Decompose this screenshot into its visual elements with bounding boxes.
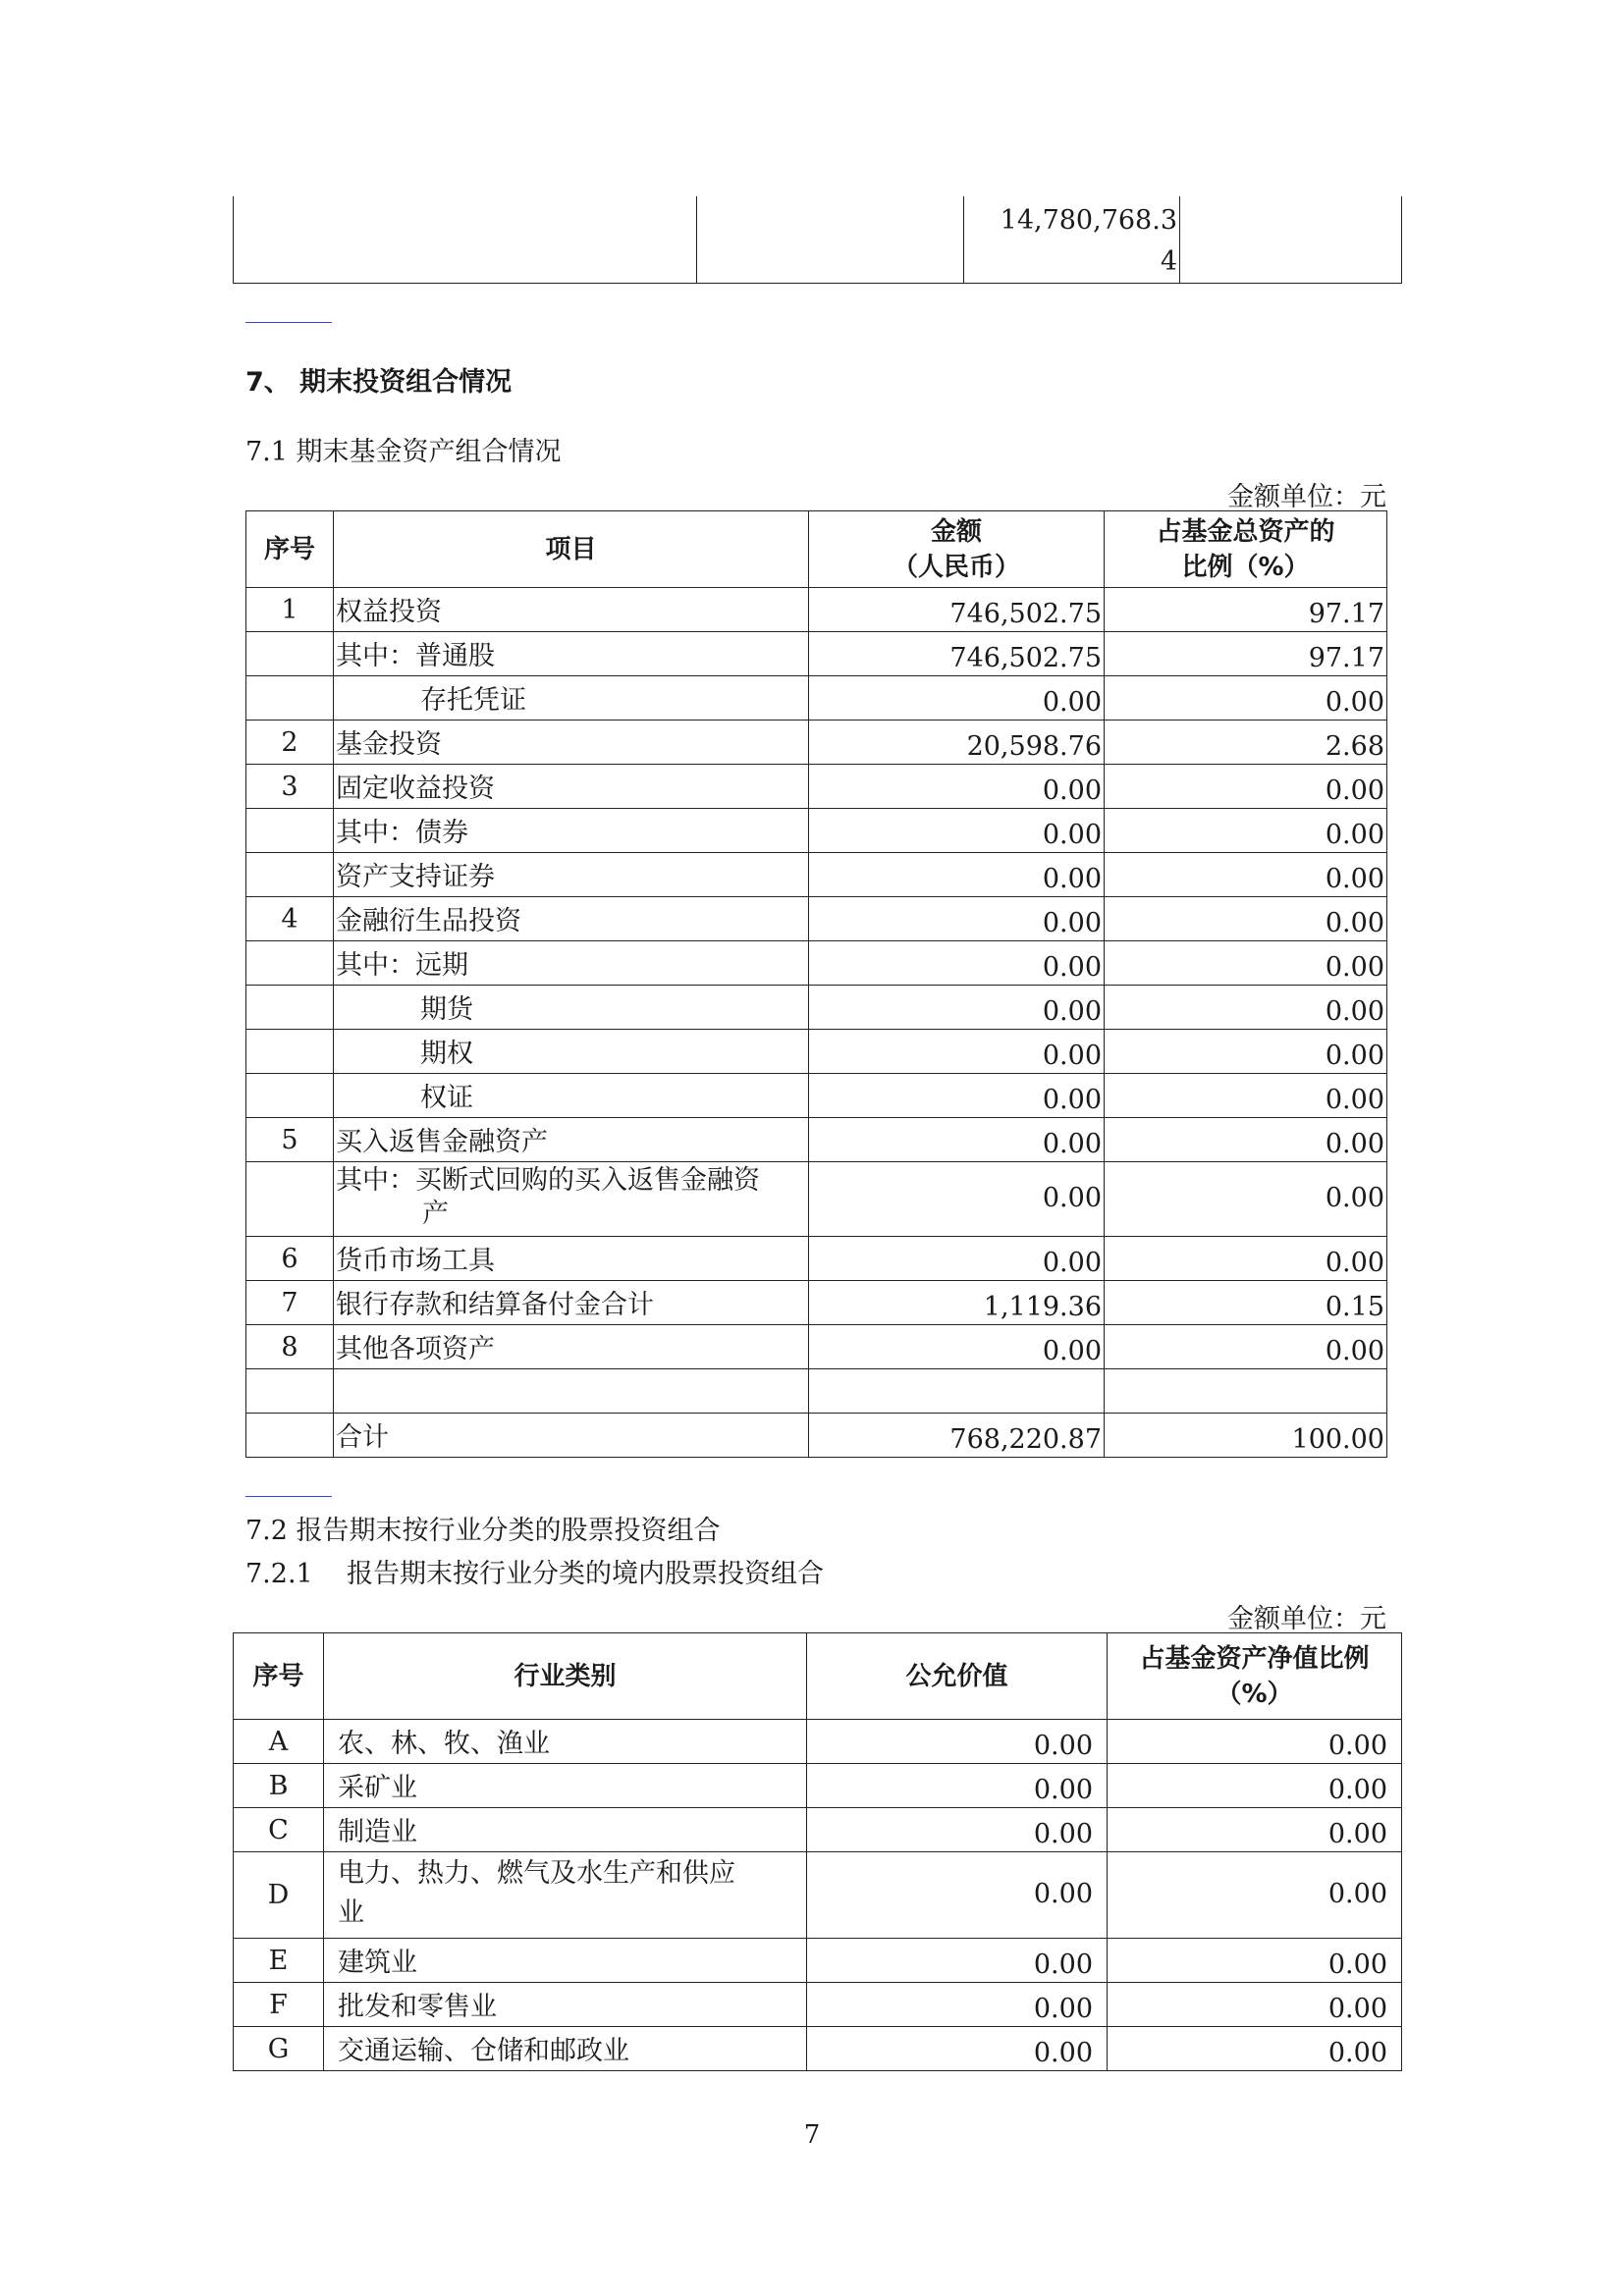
- row-amount: 746,502.75: [809, 632, 1105, 676]
- row-amount: 0.00: [809, 676, 1105, 721]
- row-item: 货币市场工具: [334, 1237, 809, 1281]
- row-ratio: 0.00: [1105, 986, 1387, 1030]
- row-item: 基金投资: [334, 721, 809, 765]
- row-value: 0.00: [807, 1808, 1108, 1852]
- row-ratio: 0.00: [1105, 1325, 1387, 1369]
- cont-value-line2: 4: [1160, 245, 1177, 277]
- row-item: 期权: [334, 1030, 809, 1074]
- header-ratio-line1: 占基金总资产的: [1156, 516, 1335, 547]
- row-amount: 768,220.87: [809, 1414, 1105, 1458]
- table-row: [246, 1325, 1387, 1369]
- section-divider: [245, 322, 332, 323]
- row-value: 0.00: [807, 1983, 1108, 2027]
- row-seq: 4: [246, 897, 334, 941]
- header-amount-line1: 金额: [930, 516, 982, 547]
- row-ratio: 2.68: [1105, 721, 1387, 765]
- table-row: [246, 809, 1387, 853]
- row-amount: 0.00: [809, 853, 1105, 897]
- row-category: 制造业: [324, 1808, 807, 1852]
- row-seq: [246, 1162, 334, 1237]
- row-seq: G: [234, 2027, 324, 2071]
- row-seq: [246, 676, 334, 721]
- row-ratio: 0.00: [1108, 2027, 1402, 2071]
- row-amount: [809, 1369, 1105, 1414]
- table-row: [246, 941, 1387, 986]
- table-row: [246, 897, 1387, 941]
- header-ratio: [1105, 511, 1387, 588]
- row-value: 0.00: [807, 1764, 1108, 1808]
- row-seq: [246, 632, 334, 676]
- table-row: [234, 1720, 1402, 1764]
- cont-value-line1: 14,780,768.3: [1000, 204, 1177, 236]
- row-value: 0.00: [807, 1720, 1108, 1764]
- row-seq: [246, 1074, 334, 1118]
- row-item: 资产支持证券: [334, 853, 809, 897]
- row-item: [334, 1369, 809, 1414]
- table-row: [234, 1939, 1402, 1983]
- row-category: 交通运输、仓储和邮政业: [324, 2027, 807, 2071]
- row-ratio: 0.00: [1105, 1162, 1387, 1237]
- header-seq: 序号: [234, 1633, 324, 1720]
- row-seq: C: [234, 1808, 324, 1852]
- header-fair-value: 公允价值: [807, 1633, 1108, 1720]
- table-row: [246, 676, 1387, 721]
- table-row: [246, 765, 1387, 809]
- row-amount: 0.00: [809, 1162, 1105, 1237]
- row-ratio: 0.00: [1105, 1074, 1387, 1118]
- table-row: [234, 2027, 1402, 2071]
- header-amount-line2: （人民币）: [892, 552, 1020, 582]
- row-seq: F: [234, 1983, 324, 2027]
- section-72-title: 7.2 报告期末按行业分类的股票投资组合: [245, 1516, 721, 1546]
- row-value: 0.00: [807, 2027, 1108, 2071]
- industry-stock-table: [233, 1632, 1402, 2071]
- row-item: 其中：远期: [334, 941, 809, 986]
- row-seq: 6: [246, 1237, 334, 1281]
- row-item: 权益投资: [334, 588, 809, 632]
- row-ratio: 0.00: [1108, 1764, 1402, 1808]
- row-ratio: 0.15: [1105, 1281, 1387, 1325]
- section-divider: [245, 1496, 332, 1497]
- row-ratio: 97.17: [1105, 632, 1387, 676]
- row-seq: [246, 853, 334, 897]
- row-item-line2: 产: [422, 1199, 449, 1229]
- row-ratio: 0.00: [1105, 941, 1387, 986]
- row-seq: 3: [246, 765, 334, 809]
- table-row: [246, 1118, 1387, 1162]
- row-item: 其中：债券: [334, 809, 809, 853]
- row-seq: 5: [246, 1118, 334, 1162]
- row-seq: D: [234, 1852, 324, 1939]
- row-amount: 0.00: [809, 941, 1105, 986]
- row-ratio: 0.00: [1108, 1852, 1402, 1939]
- section-71-title: 7.1 期末基金资产组合情况: [245, 437, 562, 467]
- cont-cell-2: [697, 196, 964, 283]
- row-amount: 0.00: [809, 1118, 1105, 1162]
- row-ratio: 0.00: [1105, 765, 1387, 809]
- row-ratio: 0.00: [1108, 1808, 1402, 1852]
- table-row: [246, 853, 1387, 897]
- row-ratio: 0.00: [1105, 676, 1387, 721]
- row-item-line1: 其中：买断式回购的买入返售金融资: [336, 1165, 760, 1196]
- table-row: [246, 1030, 1387, 1074]
- row-category-line1: 电力、热力、燃气及水生产和供应: [338, 1858, 735, 1889]
- row-item: 银行存款和结算备付金合计: [334, 1281, 809, 1325]
- section-721-unit: 金额单位：元: [1227, 1604, 1386, 1634]
- header-ratio-line2: 比例（%）: [1181, 552, 1310, 582]
- table-row: [234, 1764, 1402, 1808]
- row-item: 其他各项资产: [334, 1325, 809, 1369]
- row-item: [334, 1162, 809, 1237]
- page-number: 7: [803, 2120, 821, 2150]
- row-seq: [246, 809, 334, 853]
- cont-cell-value: [964, 196, 1180, 283]
- row-category: 建筑业: [324, 1939, 807, 1983]
- row-category: 批发和零售业: [324, 1983, 807, 2027]
- row-amount: 0.00: [809, 1030, 1105, 1074]
- row-ratio: 0.00: [1105, 853, 1387, 897]
- header-ratio: [1108, 1633, 1402, 1720]
- row-seq: E: [234, 1939, 324, 1983]
- table-row: [246, 1237, 1387, 1281]
- row-seq: B: [234, 1764, 324, 1808]
- header-item: 项目: [334, 511, 809, 588]
- row-seq: A: [234, 1720, 324, 1764]
- row-category: 采矿业: [324, 1764, 807, 1808]
- row-ratio: 0.00: [1105, 1118, 1387, 1162]
- row-amount: 0.00: [809, 1237, 1105, 1281]
- row-category-line2: 业: [338, 1897, 364, 1928]
- continuation-table: [233, 196, 1402, 284]
- header-amount: [809, 511, 1105, 588]
- table-row: [246, 986, 1387, 1030]
- section-71-unit: 金额单位：元: [1227, 482, 1386, 512]
- asset-portfolio-table: [245, 510, 1387, 1458]
- row-value: 0.00: [807, 1852, 1108, 1939]
- row-seq: [246, 941, 334, 986]
- row-amount: 0.00: [809, 986, 1105, 1030]
- row-item: 固定收益投资: [334, 765, 809, 809]
- header-category: 行业类别: [324, 1633, 807, 1720]
- row-ratio: 0.00: [1108, 1983, 1402, 2027]
- row-ratio: 0.00: [1105, 1030, 1387, 1074]
- row-seq: [246, 1369, 334, 1414]
- table-row: [234, 1983, 1402, 2027]
- row-ratio: 0.00: [1108, 1939, 1402, 1983]
- row-seq: 1: [246, 588, 334, 632]
- row-ratio: [1105, 1369, 1387, 1414]
- cont-cell-1: [234, 196, 697, 283]
- row-ratio: 0.00: [1105, 897, 1387, 941]
- row-item: 权证: [334, 1074, 809, 1118]
- row-amount: 0.00: [809, 809, 1105, 853]
- row-seq: [246, 1030, 334, 1074]
- row-item: 合计: [334, 1414, 809, 1458]
- row-item: 期货: [334, 986, 809, 1030]
- table-row: [234, 1808, 1402, 1852]
- row-item: 金融衍生品投资: [334, 897, 809, 941]
- row-category: [324, 1852, 807, 1939]
- row-amount: 0.00: [809, 1074, 1105, 1118]
- row-amount: 1,119.36: [809, 1281, 1105, 1325]
- table-row-total: [246, 1414, 1387, 1458]
- row-amount: 0.00: [809, 1325, 1105, 1369]
- table-row: [246, 1281, 1387, 1325]
- row-ratio: 0.00: [1105, 1237, 1387, 1281]
- row-amount: 0.00: [809, 765, 1105, 809]
- table-row: [246, 588, 1387, 632]
- row-value: 0.00: [807, 1939, 1108, 1983]
- row-seq: 7: [246, 1281, 334, 1325]
- row-seq: [246, 986, 334, 1030]
- cont-cell-4: [1180, 196, 1402, 283]
- header-ratio-line2: （%）: [1216, 1679, 1293, 1709]
- table-row: [246, 721, 1387, 765]
- table-row: [234, 1852, 1402, 1939]
- row-amount: 20,598.76: [809, 721, 1105, 765]
- table-row: [246, 1369, 1387, 1414]
- row-item: 其中：普通股: [334, 632, 809, 676]
- table-row: [246, 1162, 1387, 1237]
- table-row: [246, 632, 1387, 676]
- row-amount: 0.00: [809, 897, 1105, 941]
- header-ratio-line1: 占基金资产净值比例: [1139, 1643, 1370, 1674]
- row-ratio: 0.00: [1105, 809, 1387, 853]
- row-amount: 746,502.75: [809, 588, 1105, 632]
- row-ratio: 0.00: [1108, 1720, 1402, 1764]
- section-721-title: 7.2.1 报告期末按行业分类的境内股票投资组合: [245, 1559, 825, 1589]
- row-seq: 2: [246, 721, 334, 765]
- row-seq: [246, 1414, 334, 1458]
- row-ratio: 100.00: [1105, 1414, 1387, 1458]
- section-7-title: 7、 期末投资组合情况: [245, 367, 513, 398]
- row-item: 存托凭证: [334, 676, 809, 721]
- row-item: 买入返售金融资产: [334, 1118, 809, 1162]
- header-seq: 序号: [246, 511, 334, 588]
- row-seq: 8: [246, 1325, 334, 1369]
- row-category: 农、林、牧、渔业: [324, 1720, 807, 1764]
- table-row: [246, 1074, 1387, 1118]
- row-ratio: 97.17: [1105, 588, 1387, 632]
